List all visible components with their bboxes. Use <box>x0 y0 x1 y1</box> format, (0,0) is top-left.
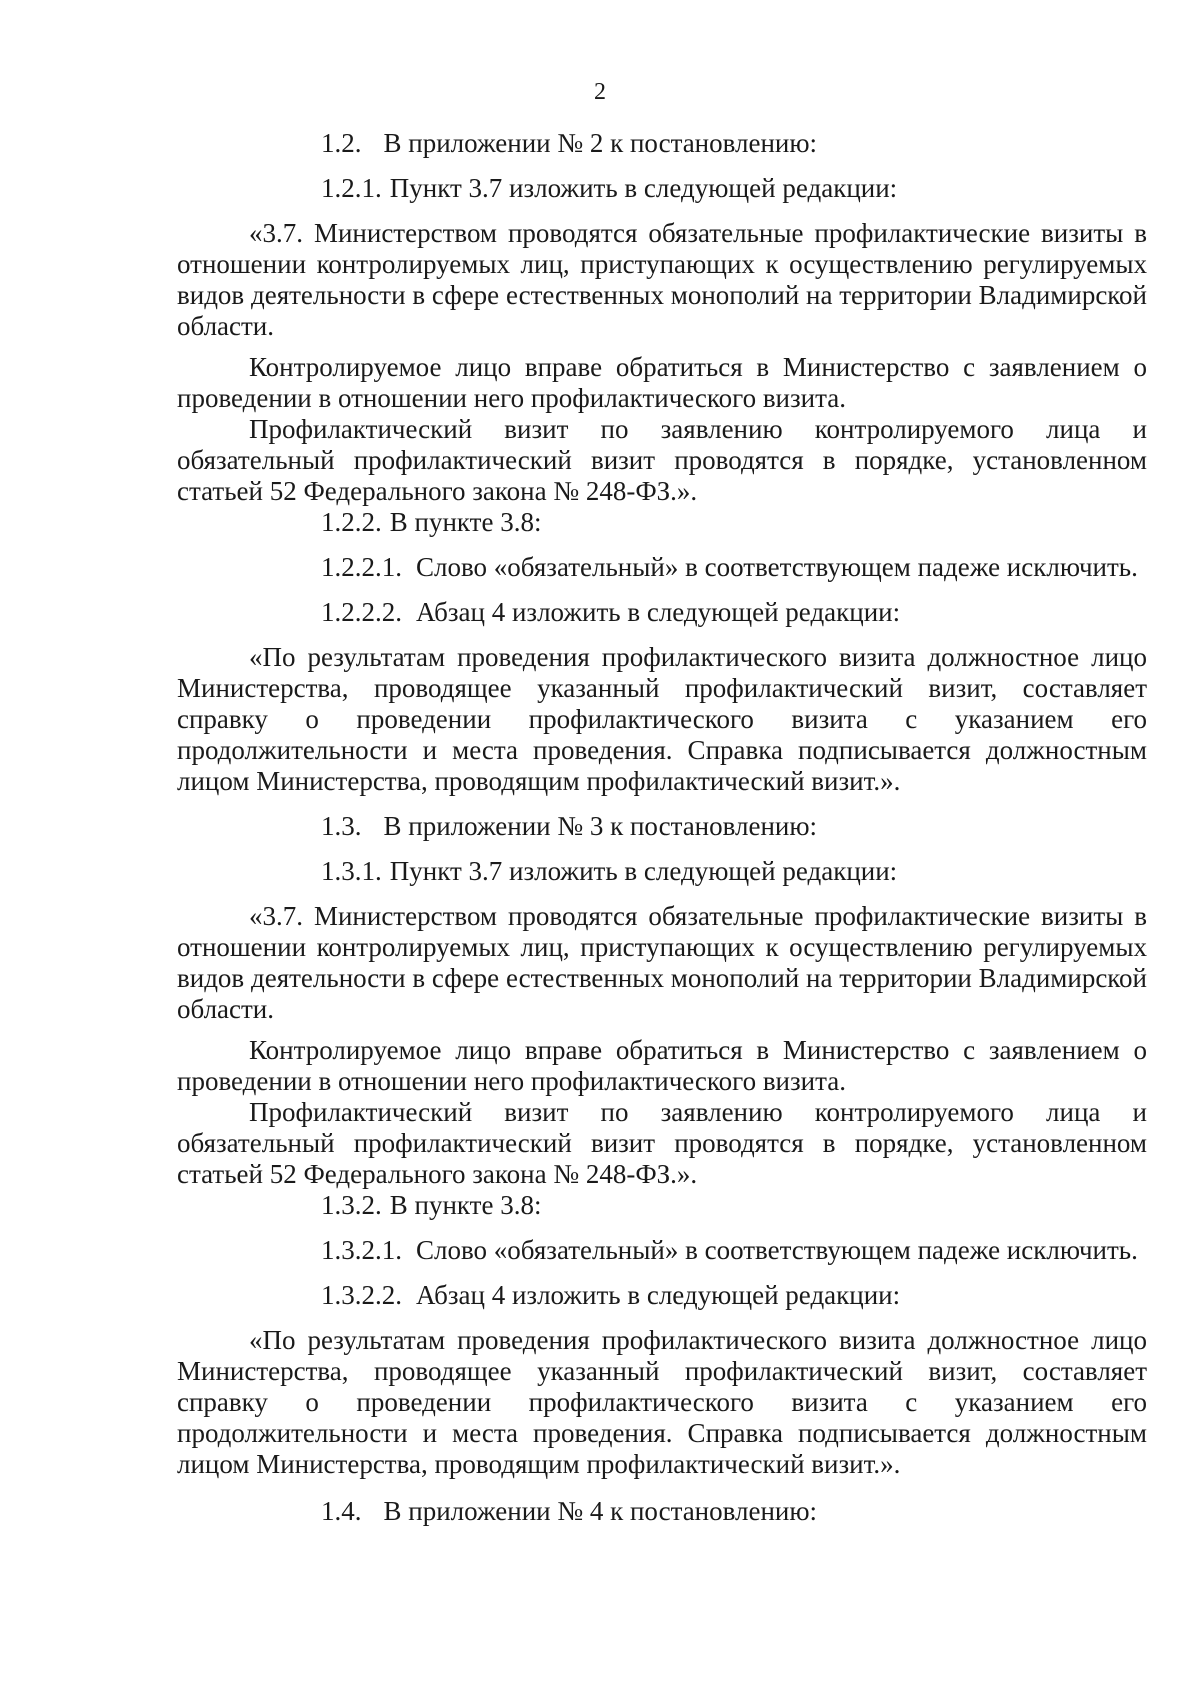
quoted-paragraph: Контролируемое лицо вправе обратиться в Министерство с заявлением о проведении в отношении него профилактического визита. <box>177 352 1147 413</box>
section-text: В приложении № 2 к постановлению: <box>383 128 818 158</box>
section-1-4-heading <box>177 1496 1147 1527</box>
section-number: 1.3.1. <box>321 856 382 886</box>
section-1-2-2 <box>177 507 1147 538</box>
section-number: 1.2. <box>321 128 362 158</box>
section-1-3-2 <box>177 1190 1147 1221</box>
section-text: Пункт 3.7 изложить в следующей редакции: <box>389 856 898 886</box>
section-1-2-1 <box>177 173 1147 204</box>
section-1-3-2-1 <box>177 1235 1147 1266</box>
section-text: Абзац 4 изложить в следующей редакции: <box>416 1280 901 1310</box>
quoted-paragraph: «По результатам проведения профилактического визита должностное лицо Министерства, проводящее указанный профилактический визит, составляет справку о проведении профилактического визита с указанием его продолжительности и места проведения. Справка подписывается должностным лицом Министерства, проводящим профилактический визит.». <box>177 642 1147 796</box>
section-text: Слово «обязательный» в соответствующем падеже исключить. <box>416 552 1138 582</box>
quoted-paragraph: «3.7. Министерством проводятся обязательные профилактические визиты в отношении контролируемых лиц, приступающих к осуществлению регулируемых видов деятельности в сфере естественных монополий на территории Владимирской области. <box>177 218 1147 341</box>
section-1-3-1 <box>177 856 1147 887</box>
section-1-2-heading <box>177 128 1147 159</box>
section-number: 1.3.2.1. <box>321 1235 402 1265</box>
section-1-2-2-1 <box>177 552 1147 583</box>
section-number: 1.2.2.1. <box>321 552 402 582</box>
section-text: Пункт 3.7 изложить в следующей редакции: <box>389 173 898 203</box>
section-number: 1.2.2. <box>321 507 382 537</box>
section-text: Абзац 4 изложить в следующей редакции: <box>416 597 901 627</box>
section-number: 1.3.2. <box>321 1190 382 1220</box>
section-number: 1.3. <box>321 811 362 841</box>
section-number: 1.2.1. <box>321 173 382 203</box>
section-text: В пункте 3.8: <box>389 507 542 537</box>
quoted-paragraph: Профилактический визит по заявлению контролируемого лица и обязательный профилактический визит проводятся в порядке, установленном статьей 52 Федерального закона № 248-ФЗ.». <box>177 414 1147 506</box>
section-text: Слово «обязательный» в соответствующем падеже исключить. <box>416 1235 1138 1265</box>
document-body <box>177 128 1147 1527</box>
section-1-3-2-2 <box>177 1280 1147 1311</box>
quoted-paragraph: Контролируемое лицо вправе обратиться в Министерство с заявлением о проведении в отношении него профилактического визита. <box>177 1035 1147 1096</box>
section-1-3-heading <box>177 811 1147 842</box>
quoted-paragraph: «По результатам проведения профилактического визита должностное лицо Министерства, проводящее указанный профилактический визит, составляет справку о проведении профилактического визита с указанием его продолжительности и места проведения. Справка подписывается должностным лицом Министерства, проводящим профилактический визит.». <box>177 1325 1147 1479</box>
section-text: В пункте 3.8: <box>389 1190 542 1220</box>
section-text: В приложении № 4 к постановлению: <box>383 1496 818 1526</box>
section-1-2-2-2 <box>177 597 1147 628</box>
section-number: 1.4. <box>321 1496 362 1526</box>
quoted-paragraph: «3.7. Министерством проводятся обязательные профилактические визиты в отношении контролируемых лиц, приступающих к осуществлению регулируемых видов деятельности в сфере естественных монополий на территории Владимирской области. <box>177 901 1147 1024</box>
page-number: 2 <box>594 79 606 105</box>
section-number: 1.2.2.2. <box>321 597 402 627</box>
section-text: В приложении № 3 к постановлению: <box>383 811 818 841</box>
section-number: 1.3.2.2. <box>321 1280 402 1310</box>
quoted-paragraph: Профилактический визит по заявлению контролируемого лица и обязательный профилактический визит проводятся в порядке, установленном статьей 52 Федерального закона № 248-ФЗ.». <box>177 1097 1147 1189</box>
